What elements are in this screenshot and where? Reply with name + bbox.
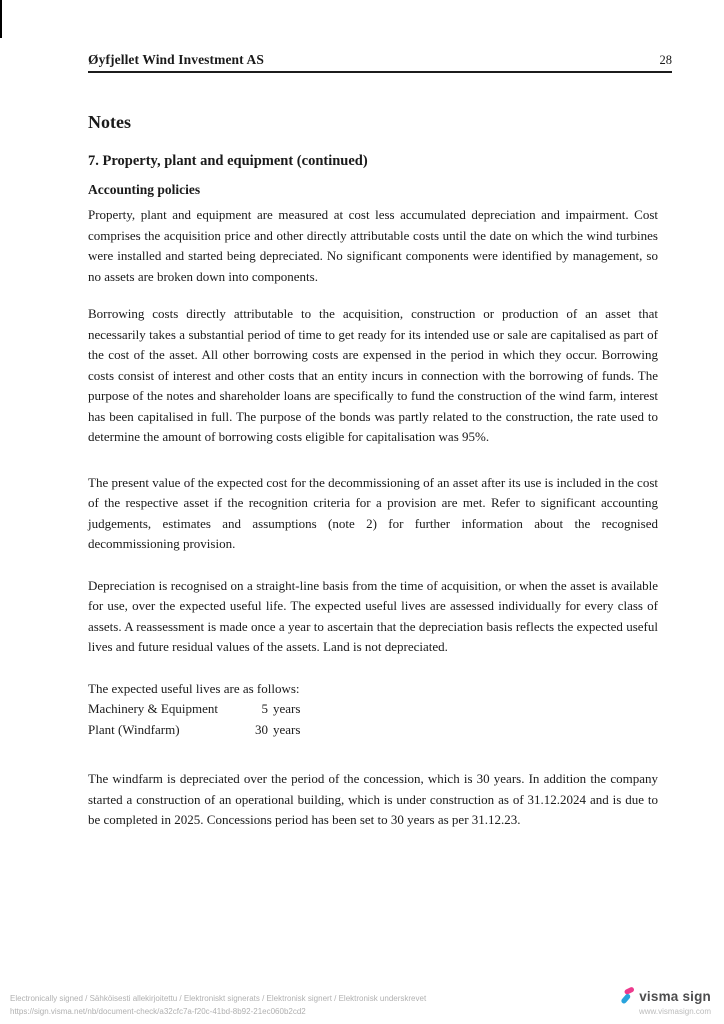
- paragraph-borrowing-costs: Borrowing costs directly attributable to the acquisition, construction or production of an asset that necessarily takes a substantial period of time to get ready for its intended use or sale are capitalised as part of the cost of the asset. All other borrowing costs are expensed in the period in which they occur. Borrowing costs consist of interest and other costs that an entity incurs in connection with the borrowing of funds. The purpose of the notes and shareholder loans are specifically to fund the construction of the wind farm, interest has been capitalised in full. The purpose of the bonds was partly related to the construction, the rate used to determine the amount of borrowing costs eligible for capitalisation was 95%.: [88, 306, 658, 444]
- scan-artifact-line: [0, 0, 2, 38]
- signature-line: Electronically signed / Sähköisesti allekirjoitettu / Elektroniskt signerats / Elektronisk signert / Elektronisk underskrevet: [10, 994, 427, 1003]
- paragraph-decommissioning: The present value of the expected cost for the decommissioning of an asset after its use is included in the cost of the respective asset if the recognition criteria for a provision are met. Refer to significant accounting judgements, estimates and assumptions (note 2) for further information about the recognised decommissioning provision.: [88, 474, 658, 551]
- document-check-url: https://sign.visma.net/nb/document-check/a32cfc7a-f20c-41bd-8b92-21ec060b2cd2: [10, 1006, 306, 1016]
- section-title: 7. Property, plant and equipment (continued): [88, 153, 368, 169]
- visma-lightning-icon: [620, 987, 635, 1005]
- page-content: [88, 75, 658, 831]
- useful-lives-intro: The expected useful lives are as follows:: [88, 680, 300, 696]
- company-name: Øyfjellet Wind Investment AS: [88, 52, 264, 67]
- subsection-title: Accounting policies: [88, 182, 201, 197]
- useful-life-unit: years: [273, 721, 301, 737]
- asset-class-label: Plant (Windfarm): [88, 721, 180, 737]
- useful-life-value: 30: [255, 721, 268, 737]
- paragraph-windfarm-concession: The windfarm is depreciated over the period of the concession, which is 30 years. In addition the company started a construction of an operational building, which is under construction as of 31.12.2024 and is due to be completed in 2025. Concessions period has been set to 30 years as per 31.12.23.: [88, 771, 658, 827]
- signature-info: [10, 993, 426, 1018]
- useful-life-value: 5: [261, 701, 268, 716]
- visma-sign-logo: [620, 987, 711, 1018]
- paragraph-depreciation: Depreciation is recognised on a straight-line basis from the time of acquisition, or when the asset is available for use, over the expected useful life. The expected useful lives are assessed individually for every class of assets. A reassessment is made once a year to ascertain that the depreciation basis reflects the expected useful lives and future residual values of the assets. Land is not depreciated.: [88, 577, 658, 654]
- useful-lives-row: [88, 699, 658, 720]
- notes-title: Notes: [88, 112, 131, 132]
- asset-class-label: Machinery & Equipment: [88, 701, 218, 716]
- paragraph-accounting-policies: Property, plant and equipment are measured at cost less accumulated depreciation and impairment. Cost comprises the acquisition price and other directly attributable costs until the date on which the wind turbines were installed and started being depreciated. No significant components were identified by management, so no assets are broken down into components.: [88, 207, 658, 284]
- signature-footer: [0, 987, 724, 1018]
- document-header: [88, 52, 672, 73]
- useful-life-unit: years: [273, 701, 301, 716]
- useful-lives-row: [88, 720, 658, 741]
- page-number: 28: [659, 53, 672, 67]
- visma-website: www.vismasign.com: [638, 1007, 711, 1016]
- visma-sign-wordmark: visma sign: [639, 988, 711, 1004]
